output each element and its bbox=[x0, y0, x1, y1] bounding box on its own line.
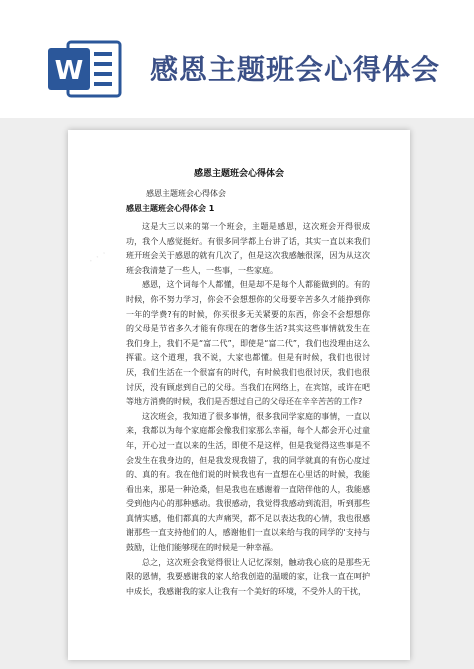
preview-banner bbox=[0, 0, 474, 118]
document-heading: 感恩主题班会心得体会 1 bbox=[126, 204, 215, 213]
word-icon-letter: W bbox=[54, 56, 84, 86]
document-body bbox=[126, 220, 370, 599]
paragraph: 感恩，这个词每个人都懂，但是却不是每个人都能做到的。有的时候，你不努力学习，你会不会想想你的父母要辛苦多久才能挣到你一年的学费?有的时候，你买很多无关紧要的东西，你会不会想想你的父母是节省多久才能有你现在的奢侈生活?其实这些事情就发生在我们身上，我们不是“富二代”，即使是“富二代”，我们也没理由这么挥霍。这个道理，我不说，大家也都懂。但是有时候，我们也很讨厌，我们生活在一个很富有的时代，有时候我们也很讨厌，我们也很讨厌，没有顾虑到自己的父母。当我们在网络上，在宾馆，或许在吧等地方消费的时候，我们是否想过自己的父母还在辛辛苦苦的工作? bbox=[126, 280, 370, 407]
paragraph: 这是大三以来的第一个班会，主题是感恩，这次班会开得很成功，我个人感觉挺好。有很多同学都上台讲了话，其实一直以来我们班开班会关于感恩的就有几次了，但是这次我感触很深，因为从这次班会我清楚了一些人，一些事，一些家庭。 bbox=[126, 222, 370, 275]
word-document-icon bbox=[46, 38, 124, 100]
paragraph: 总之，这次班会我觉得很让人记忆深刻，触动我心底的是那些无限的恩情，我要感谢我的家人给我创造的温暖的家，让我一直在呵护中成长，我感谢我的家人让我有一个美好的环境，不受外人的干扰， bbox=[126, 557, 370, 596]
banner-title: 感恩主题班会心得体会 bbox=[150, 53, 441, 86]
document-title: 感恩主题班会心得体会 bbox=[193, 169, 284, 179]
document-subtitle: 感恩主题班会心得体会 bbox=[146, 189, 226, 198]
document-page bbox=[68, 130, 410, 660]
watermark: · · · bbox=[85, 246, 110, 268]
paragraph: 这次班会，我知道了很多事情，很多我同学家庭的事情，一直以来，我都以为每个家庭都会像我们家那么幸福，每个人都会开心过童年，开心过一直以来的生活，即使不是这样，但是我觉得这些事是不会发生在我身边的，但是我发现我错了，我的同学就真的有伤心度过的、真的有。我在他们说的时候我也有一直想在心里话的时候，我能看出来，那是一种沧桑，但是我也在感谢着一直陪伴他的人，我能感受到他内心的那种感动。我很感动，我觉得我感动到流泪，听到那些真情实感，他们都真的大声痛哭，都不足以表达我的心情，我也很感谢那些一直支持他们的人，感谢他们一直以来给与我的同学的‘支持与鼓励，让他们能够现在的时候是一种幸福。 bbox=[126, 411, 370, 553]
